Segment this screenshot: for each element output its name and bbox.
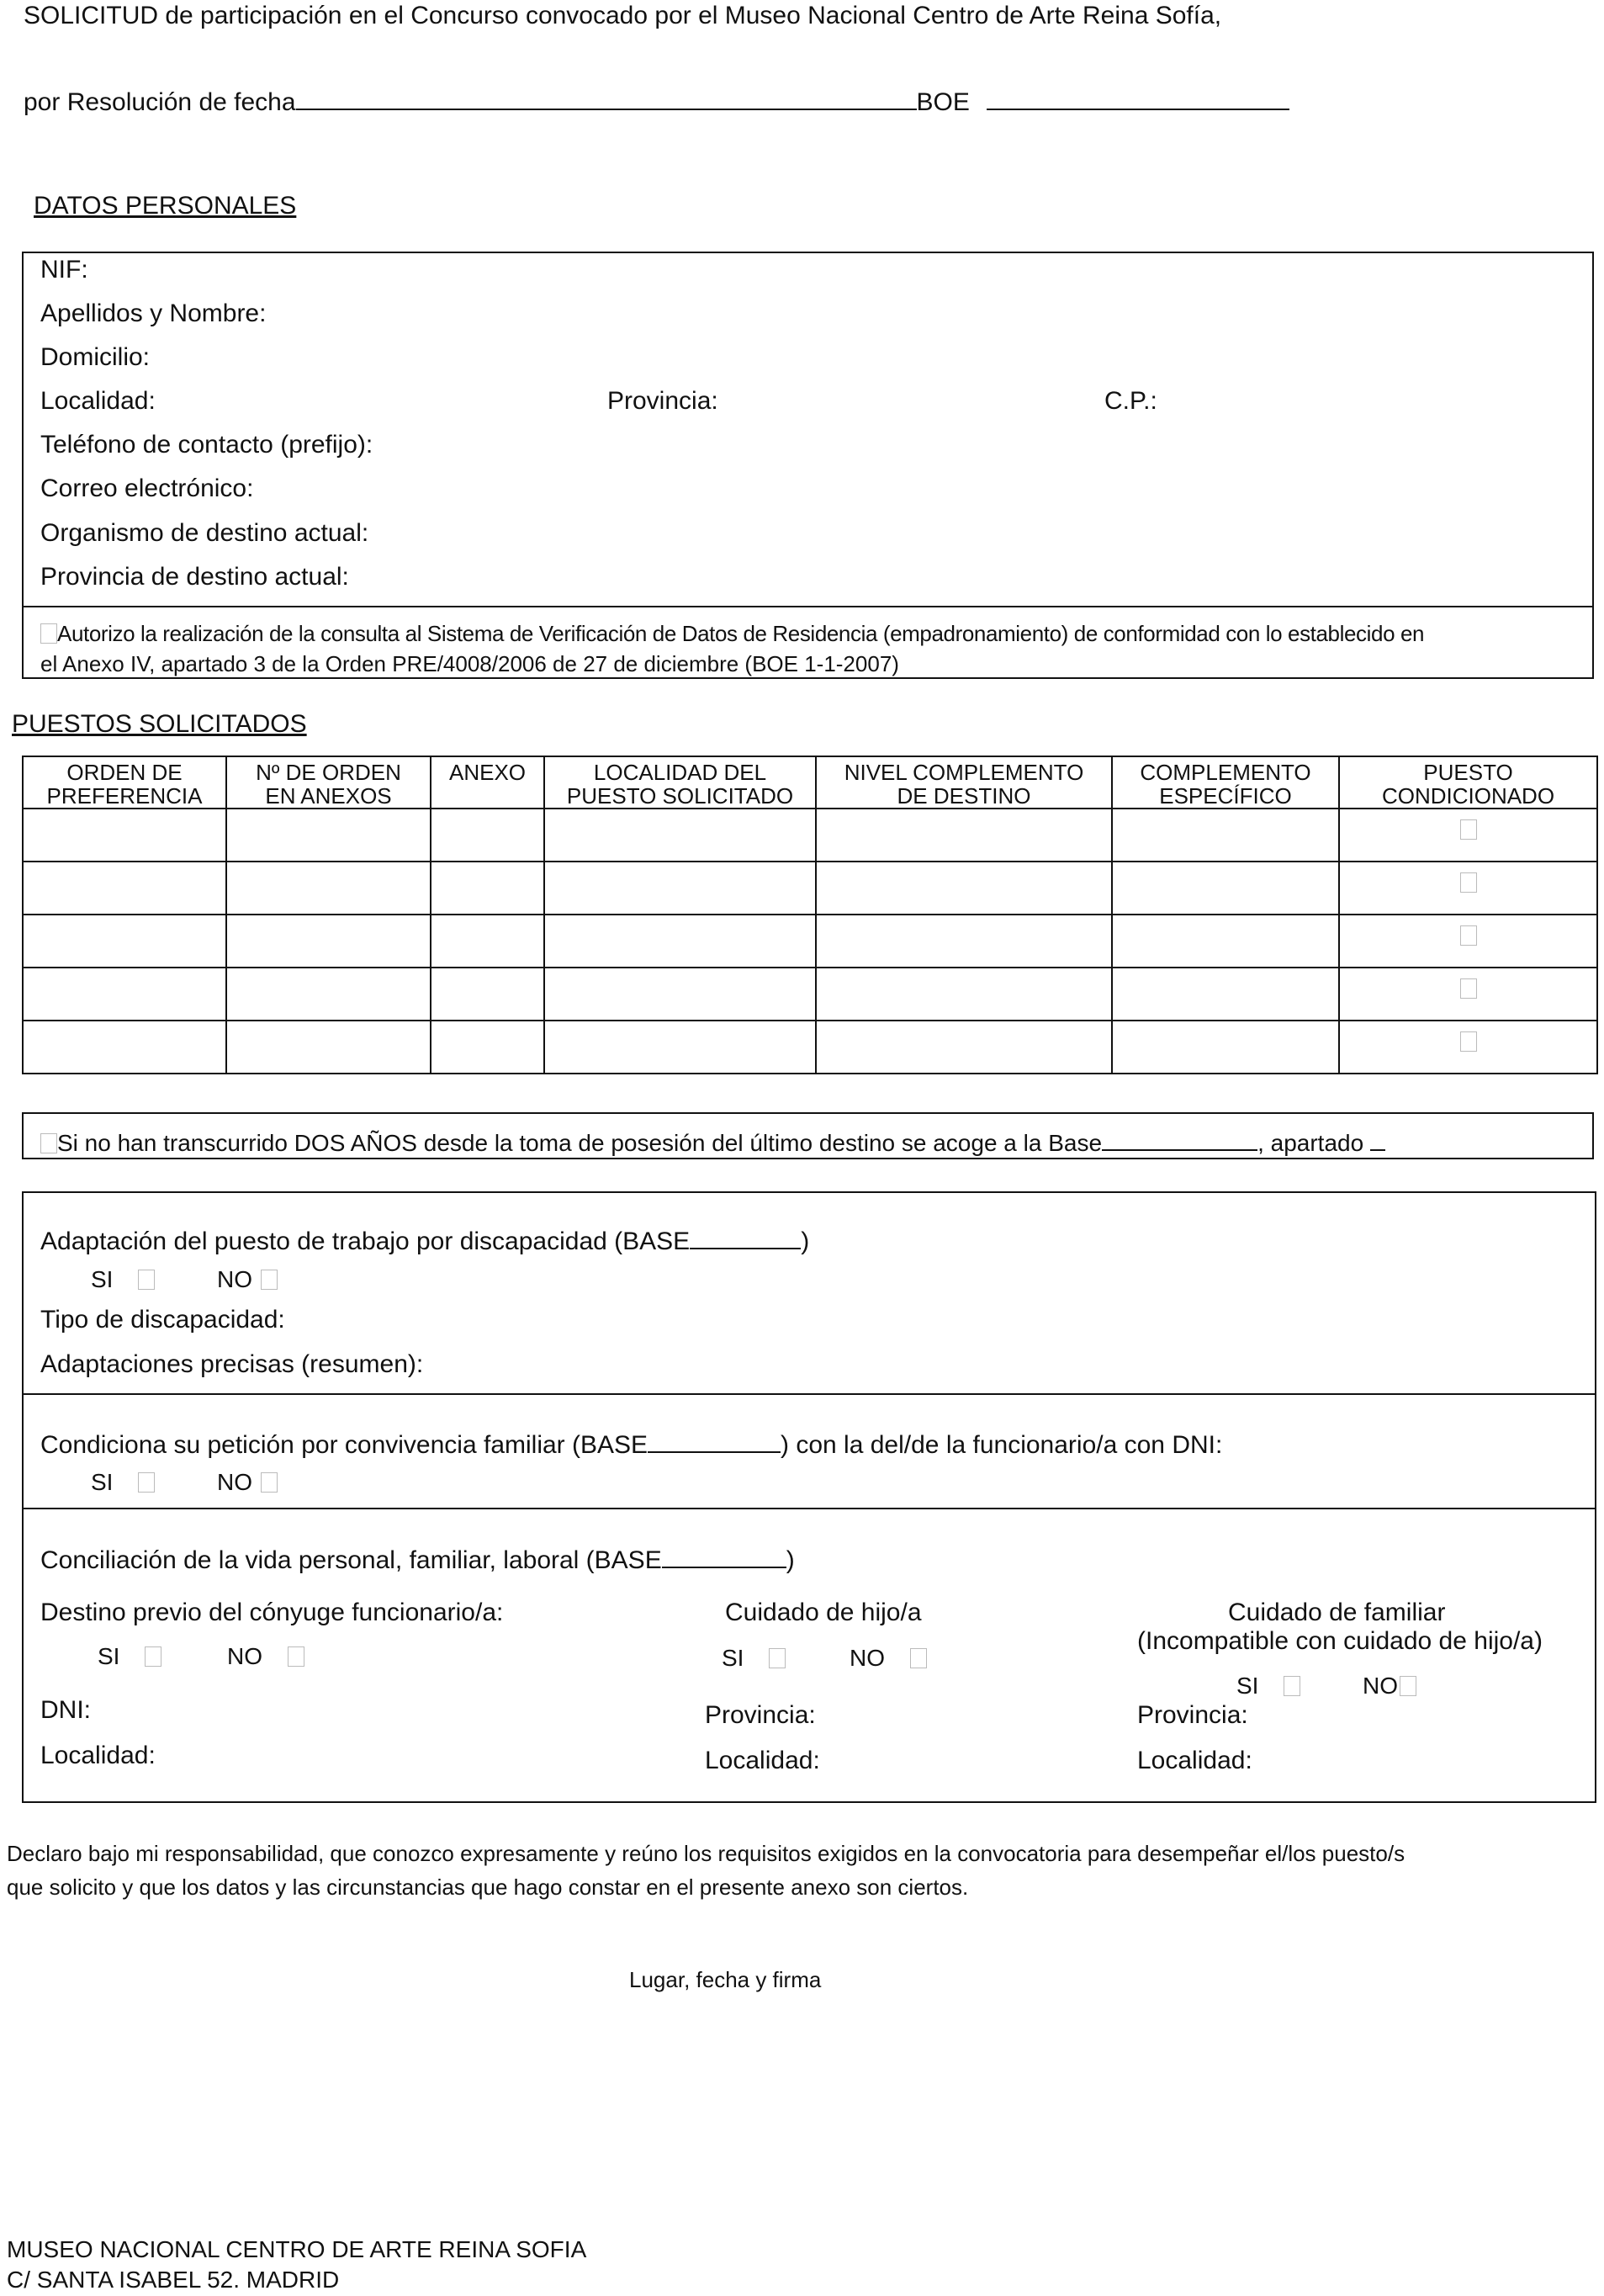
personal-data-title: DATOS PERSONALES <box>34 192 297 220</box>
positions-header-row <box>23 756 1597 809</box>
divider <box>22 1393 1596 1395</box>
child-care-label: Cuidado de hijo/a <box>725 1599 922 1626</box>
conciliation-line: Conciliación de la vida personal, familiar, laboral (BASE ) <box>40 1539 795 1575</box>
family-care-no-checkbox[interactable] <box>1400 1676 1416 1696</box>
authorization-line-1 <box>40 621 1424 647</box>
table-row <box>23 968 1597 1021</box>
spouse-no-checkbox[interactable] <box>288 1646 304 1667</box>
footer-address: C/ SANTA ISABEL 52. MADRID <box>7 2267 340 2293</box>
signature-label: Lugar, fecha y firma <box>629 1967 822 1992</box>
family-care-si: SI <box>1236 1673 1300 1699</box>
conditioned-checkbox[interactable] <box>1460 1031 1477 1052</box>
nif-label[interactable]: NIF: <box>40 256 88 284</box>
divider <box>22 1508 1596 1509</box>
col-header-preference: ORDEN DE PREFERENCIA <box>23 756 226 809</box>
positions-title: PUESTOS SOLICITADOS <box>12 710 307 738</box>
child-care-si-checkbox[interactable] <box>769 1648 786 1668</box>
conditioned-checkbox[interactable] <box>1460 872 1477 893</box>
spouse-si-checkbox[interactable] <box>145 1646 161 1667</box>
cohabitation-si: SI <box>91 1469 155 1496</box>
two-years-line <box>40 1123 1385 1157</box>
adaptation-no-checkbox[interactable] <box>261 1270 278 1290</box>
cohabitation-no: NO <box>217 1469 278 1496</box>
col-header-conditioned: PUESTO CONDICIONADO <box>1339 756 1597 809</box>
family-care-province-label[interactable]: Provincia: <box>1137 1701 1248 1729</box>
adaptation-label: Adaptación del puesto de trabajo por discapacidad (BASE <box>40 1228 691 1255</box>
spouse-no: NO <box>227 1643 304 1670</box>
table-row <box>23 862 1597 915</box>
cohabitation-line: Condiciona su petición por convivencia familiar (BASE ) con la del/de la funcionario/a con DNI: <box>40 1424 1222 1460</box>
divider <box>22 606 1594 607</box>
two-years-checkbox[interactable] <box>40 1133 57 1153</box>
spouse-si: SI <box>98 1643 161 1670</box>
adaptation-line: Adaptación del puesto de trabajo por discapacidad (BASE ) <box>40 1220 809 1256</box>
family-care-label: Cuidado de familiar <box>1228 1599 1446 1626</box>
table-row <box>23 809 1597 862</box>
authorization-text: Autorizo la realización de la consulta al Sistema de Verificación de Datos de Residencia (empadronamiento) de conformidad con lo establecido en <box>57 621 1425 646</box>
authorization-checkbox[interactable] <box>40 623 57 644</box>
child-care-no: NO <box>850 1645 927 1672</box>
conditioned-checkbox[interactable] <box>1460 925 1477 946</box>
col-header-locality: LOCALIDAD DEL PUESTO SOLICITADO <box>544 756 816 809</box>
family-care-locality-label[interactable]: Localidad: <box>1137 1747 1252 1774</box>
adaptations-label[interactable]: Adaptaciones precisas (resumen): <box>40 1350 424 1378</box>
base-field[interactable] <box>1102 1123 1257 1151</box>
two-years-text: Si no han transcurrido DOS AÑOS desde la toma de posesión del último destino se acoge a la Base <box>57 1129 1103 1156</box>
adaptation-no: NO <box>217 1266 278 1293</box>
email-label[interactable]: Correo electrónico: <box>40 475 254 502</box>
positions-table <box>22 756 1598 1074</box>
province-label[interactable]: Provincia: <box>607 387 718 415</box>
child-care-province-label[interactable]: Provincia: <box>705 1701 816 1729</box>
child-care-no-checkbox[interactable] <box>910 1648 927 1668</box>
family-care-no: NO <box>1363 1673 1416 1699</box>
current-organism-label[interactable]: Organismo de destino actual: <box>40 519 369 547</box>
locality-label[interactable]: Localidad: <box>40 387 156 415</box>
postal-code-label[interactable]: C.P.: <box>1104 387 1157 415</box>
phone-label[interactable]: Teléfono de contacto (prefijo): <box>40 431 373 459</box>
current-province-label[interactable]: Provincia de destino actual: <box>40 563 349 591</box>
resolution-line <box>24 81 1289 117</box>
adaptation-base-field[interactable] <box>690 1220 801 1249</box>
conditioned-checkbox[interactable] <box>1460 819 1477 840</box>
family-care-subtitle: (Incompatible con cuidado de hijo/a) <box>1137 1627 1543 1655</box>
apartado-label: , apartado <box>1257 1129 1364 1156</box>
authorization-line-2: el Anexo IV, apartado 3 de la Orden PRE/4008/2006 de 27 de diciembre (BOE 1-1-2007) <box>40 651 899 676</box>
col-header-level: NIVEL COMPLEMENTO DE DESTINO <box>816 756 1112 809</box>
cohabitation-base-field[interactable] <box>648 1424 781 1453</box>
cohabitation-label: Condiciona su petición por convivencia familiar (BASE <box>40 1431 648 1459</box>
form-title: SOLICITUD de participación en el Concurso convocado por el Museo Nacional Centro de Arte Reina Sofía, <box>24 2 1222 29</box>
col-header-annex: ANEXO <box>431 756 544 809</box>
cohabitation-si-checkbox[interactable] <box>138 1472 155 1493</box>
conciliation-base-field[interactable] <box>662 1539 786 1568</box>
col-header-order-annex: Nº DE ORDEN EN ANEXOS <box>226 756 431 809</box>
spouse-dni-label[interactable]: DNI: <box>40 1696 91 1724</box>
conciliation-label: Conciliación de la vida personal, familiar, laboral (BASE <box>40 1546 662 1574</box>
disability-type-label[interactable]: Tipo de discapacidad: <box>40 1306 285 1334</box>
cohabitation-no-checkbox[interactable] <box>261 1472 278 1493</box>
address-label[interactable]: Domicilio: <box>40 343 151 371</box>
footer-museum: MUSEO NACIONAL CENTRO DE ARTE REINA SOFIA <box>7 2236 587 2262</box>
spouse-locality-label[interactable]: Localidad: <box>40 1742 156 1769</box>
table-row <box>23 915 1597 968</box>
family-care-si-checkbox[interactable] <box>1284 1676 1300 1696</box>
declaration-line-2: que solicito y que los datos y las circunstancias que hago constar en el presente anexo son ciertos. <box>7 1874 969 1900</box>
col-header-specific: COMPLEMENTO ESPECÍFICO <box>1112 756 1339 809</box>
adaptation-si: SI <box>91 1266 155 1293</box>
resolution-date-field[interactable] <box>296 81 917 110</box>
resolution-label: por Resolución de fecha <box>24 88 296 116</box>
declaration-line-1: Declaro bajo mi responsabilidad, que conozco expresamente y reúno los requisitos exigidos en la convocatoria para desempeñar el/los puesto/s <box>7 1841 1405 1866</box>
adaptation-si-checkbox[interactable] <box>138 1270 155 1290</box>
child-care-si: SI <box>722 1645 786 1672</box>
child-care-locality-label[interactable]: Localidad: <box>705 1747 820 1774</box>
spouse-destination-label: Destino previo del cónyuge funcionario/a: <box>40 1599 504 1626</box>
name-label[interactable]: Apellidos y Nombre: <box>40 300 267 327</box>
table-row <box>23 1021 1597 1074</box>
conditioned-checkbox[interactable] <box>1460 978 1477 999</box>
boe-field[interactable] <box>987 81 1289 110</box>
boe-label: BOE <box>916 88 970 116</box>
apartado-field[interactable] <box>1370 1123 1385 1151</box>
